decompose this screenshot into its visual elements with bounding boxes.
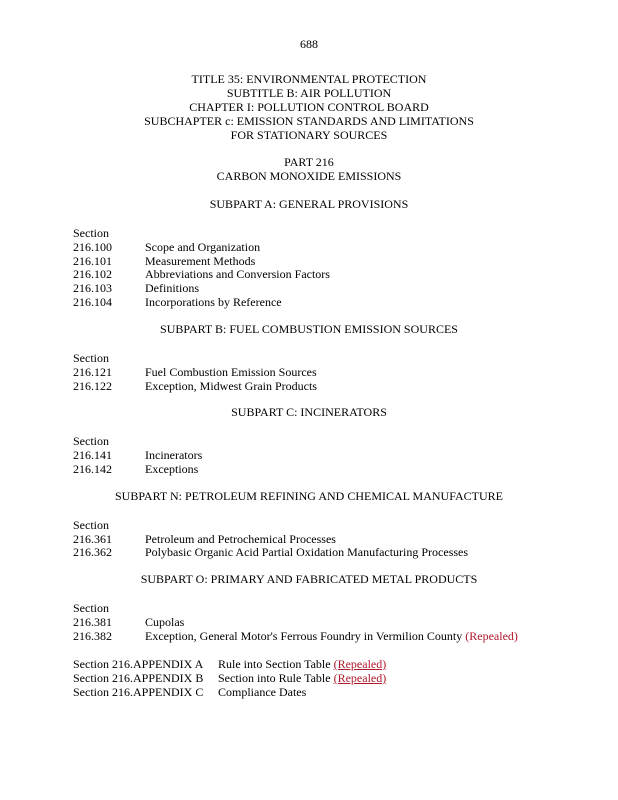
part-title: CARBON MONOXIDE EMISSIONS bbox=[216, 169, 402, 183]
section-title: Polybasic Organic Acid Partial Oxidation Manufacturing Processes bbox=[145, 545, 469, 559]
list-item[interactable] bbox=[73, 448, 202, 462]
page-number: 688 bbox=[300, 37, 318, 51]
section-title: Cupolas bbox=[145, 615, 185, 629]
list-item[interactable] bbox=[73, 281, 199, 295]
list-item[interactable] bbox=[73, 295, 282, 309]
list-item[interactable] bbox=[73, 240, 260, 254]
section-number: 216.102 bbox=[73, 267, 112, 281]
subchapter-heading-cont: FOR STATIONARY SOURCES bbox=[230, 128, 388, 142]
appendix-title: Compliance Dates bbox=[218, 685, 307, 699]
list-item[interactable] bbox=[73, 615, 184, 629]
repealed-note: (Repealed) bbox=[465, 629, 518, 643]
section-number: 216.121 bbox=[73, 365, 112, 379]
section-number: 216.142 bbox=[73, 462, 112, 476]
section-number: 216.381 bbox=[73, 615, 112, 629]
section-title: Exceptions bbox=[145, 462, 199, 476]
section-title: Exception, Midwest Grain Products bbox=[145, 379, 317, 393]
section-title: Incorporations by Reference bbox=[145, 295, 282, 309]
list-item[interactable] bbox=[73, 267, 330, 281]
section-number: 216.141 bbox=[73, 448, 112, 462]
section-label: Section bbox=[73, 351, 109, 365]
section-title: Exception, General Motor's Ferrous Foundry in Vermilion County bbox=[145, 629, 463, 643]
appendix-number: Section 216.APPENDIX A bbox=[73, 657, 204, 671]
section-title: Scope and Organization bbox=[145, 240, 261, 254]
section-number: 216.362 bbox=[73, 545, 112, 559]
list-item[interactable] bbox=[73, 629, 518, 643]
section-number: 216.361 bbox=[73, 532, 112, 546]
list-item[interactable] bbox=[73, 365, 317, 379]
chapter-heading: CHAPTER I: POLLUTION CONTROL BOARD bbox=[189, 100, 429, 114]
list-item[interactable] bbox=[73, 462, 198, 476]
subpart-o-heading: SUBPART O: PRIMARY AND FABRICATED METAL PRODUCTS bbox=[140, 572, 478, 586]
appendix-row[interactable] bbox=[73, 671, 386, 685]
subpart-a-heading: SUBPART A: GENERAL PROVISIONS bbox=[209, 197, 409, 211]
subtitle-heading: SUBTITLE B: AIR POLLUTION bbox=[226, 86, 392, 100]
section-title: Fuel Combustion Emission Sources bbox=[145, 365, 317, 379]
section-label: Section bbox=[73, 226, 109, 240]
section-number: 216.100 bbox=[73, 240, 112, 254]
repealed-link[interactable]: (Repealed) bbox=[333, 671, 387, 685]
section-title: Abbreviations and Conversion Factors bbox=[145, 267, 330, 281]
repealed-link[interactable]: (Repealed) bbox=[333, 657, 387, 671]
section-label: Section bbox=[73, 434, 109, 448]
appendix-number: Section 216.APPENDIX C bbox=[73, 685, 204, 699]
list-item[interactable] bbox=[73, 545, 468, 559]
section-number: 216.382 bbox=[73, 629, 112, 643]
appendix-row[interactable] bbox=[73, 657, 386, 671]
section-title: Definitions bbox=[145, 281, 199, 295]
section-number: 216.104 bbox=[73, 295, 112, 309]
section-number: 216.122 bbox=[73, 379, 112, 393]
section-title: Incinerators bbox=[145, 448, 203, 462]
subpart-b-heading: SUBPART B: FUEL COMBUSTION EMISSION SOURCES bbox=[160, 322, 458, 336]
appendix-number: Section 216.APPENDIX B bbox=[73, 671, 204, 685]
appendix-title: Rule into Section Table bbox=[218, 657, 331, 671]
section-title: Measurement Methods bbox=[145, 254, 256, 268]
subchapter-heading: SUBCHAPTER c: EMISSION STANDARDS AND LIMITATIONS bbox=[144, 114, 474, 128]
section-number: 216.103 bbox=[73, 281, 112, 295]
subpart-c-heading: SUBPART C: INCINERATORS bbox=[231, 405, 387, 419]
section-title: Petroleum and Petrochemical Processes bbox=[145, 532, 336, 546]
section-number: 216.101 bbox=[73, 254, 112, 268]
appendix-row[interactable] bbox=[73, 685, 306, 699]
list-item[interactable] bbox=[73, 532, 336, 546]
section-label: Section bbox=[73, 601, 109, 615]
part-number: PART 216 bbox=[284, 155, 334, 169]
list-item[interactable] bbox=[73, 379, 317, 393]
title-heading: TITLE 35: ENVIRONMENTAL PROTECTION bbox=[191, 72, 427, 86]
subpart-n-heading: SUBPART N: PETROLEUM REFINING AND CHEMICAL MANUFACTURE bbox=[115, 489, 503, 503]
section-label: Section bbox=[73, 518, 109, 532]
appendix-title: Section into Rule Table bbox=[218, 671, 331, 685]
list-item[interactable] bbox=[73, 254, 255, 268]
